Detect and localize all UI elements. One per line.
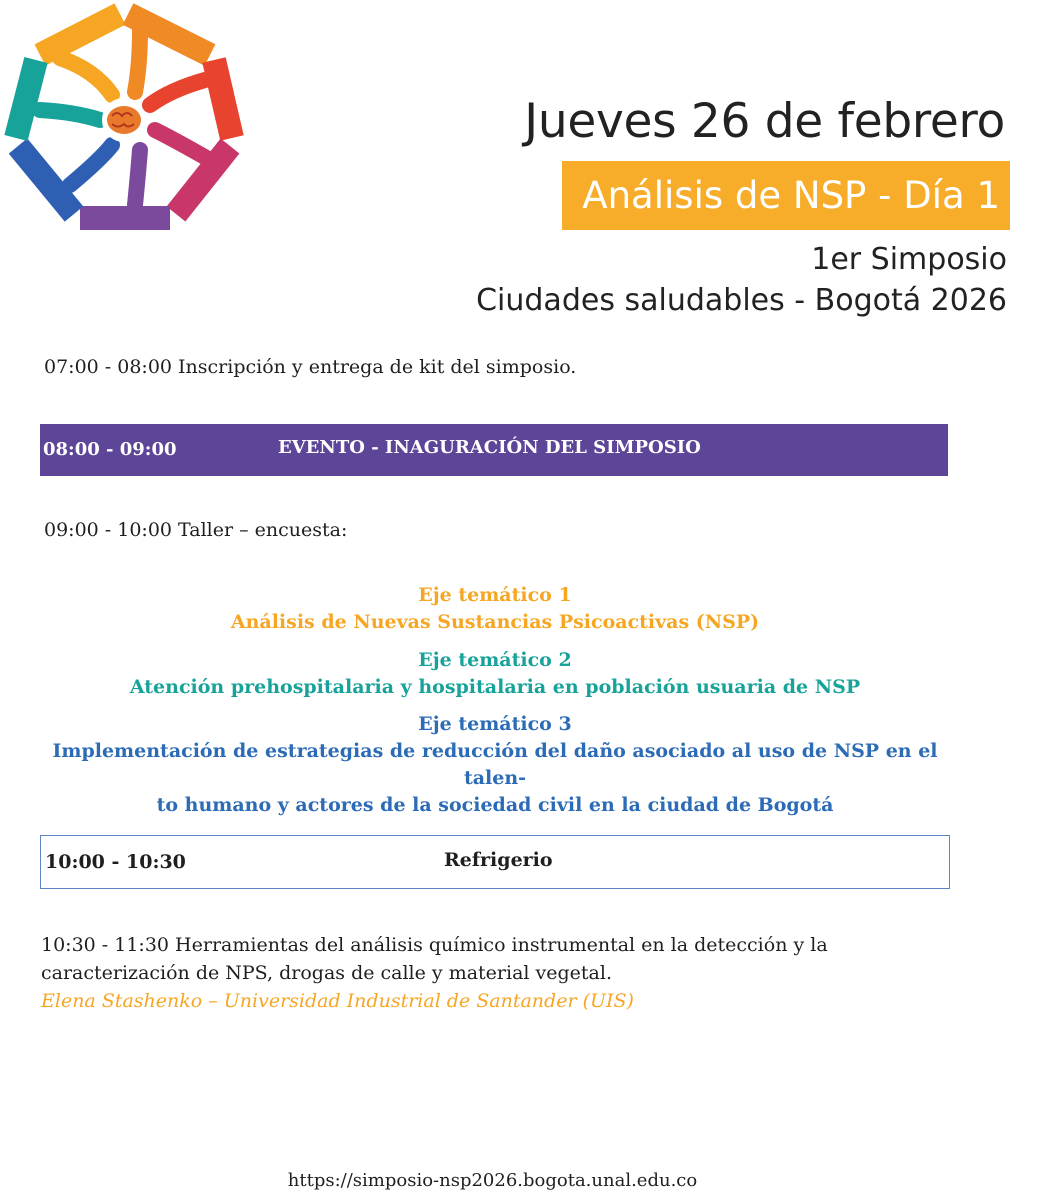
talk-line-1: 10:30 - 11:30 Herramientas del análisis químico instrumental en la detección y la xyxy=(41,934,828,956)
thematic-axis-3 xyxy=(40,711,950,819)
symposium-logo-icon xyxy=(0,0,250,240)
schedule-item-break xyxy=(40,835,950,889)
thematic-axis-2 xyxy=(40,647,950,701)
axis-3-body-line-2: to humano y actores de la sociedad civil en la ciudad de Bogotá xyxy=(156,794,834,816)
day-title-banner: Análisis de NSP - Día 1 xyxy=(562,161,1010,230)
axis-1-body: Análisis de Nuevas Sustancias Psicoactivas (NSP) xyxy=(230,611,760,633)
schedule-item-registration: 07:00 - 08:00 Inscripción y entrega de kit del simposio. xyxy=(44,356,577,378)
footer-url-link[interactable]: https://simposio-nsp2026.bogota.unal.edu.co xyxy=(287,1170,698,1191)
schedule-item-workshop: 09:00 - 10:00 Taller – encuesta: xyxy=(44,519,348,541)
axis-2-body: Atención prehospitalaria y hospitalaria en población usuaria de NSP xyxy=(129,676,861,698)
break-time: 10:00 - 10:30 xyxy=(45,851,186,873)
axis-1-title: Eje temático 1 xyxy=(418,584,572,606)
axis-3-body-line-1: Implementación de estrategias de reducción del daño asociado al uso de NSP en el talen- xyxy=(52,740,938,789)
axis-2-title: Eje temático 2 xyxy=(418,649,572,671)
opening-time: 08:00 - 09:00 xyxy=(43,439,177,460)
axis-3-title: Eje temático 3 xyxy=(418,713,572,735)
opening-title: EVENTO - INAGURACIÓN DEL SIMPOSIO xyxy=(278,437,701,458)
break-title: Refrigerio xyxy=(444,849,553,871)
schedule-item-opening xyxy=(40,424,948,476)
talk-line-2: caracterización de NPS, drogas de calle y material vegetal. xyxy=(41,962,612,984)
event-name: Ciudades saludables - Bogotá 2026 xyxy=(476,283,1007,318)
talk-speaker: Elena Stashenko – Universidad Industrial de Santander (UIS) xyxy=(41,990,634,1012)
thematic-axis-1 xyxy=(40,582,950,636)
symposium-edition: 1er Simposio xyxy=(811,242,1007,277)
schedule-item-talk xyxy=(41,931,941,1015)
event-date-heading: Jueves 26 de febrero xyxy=(524,94,1005,149)
